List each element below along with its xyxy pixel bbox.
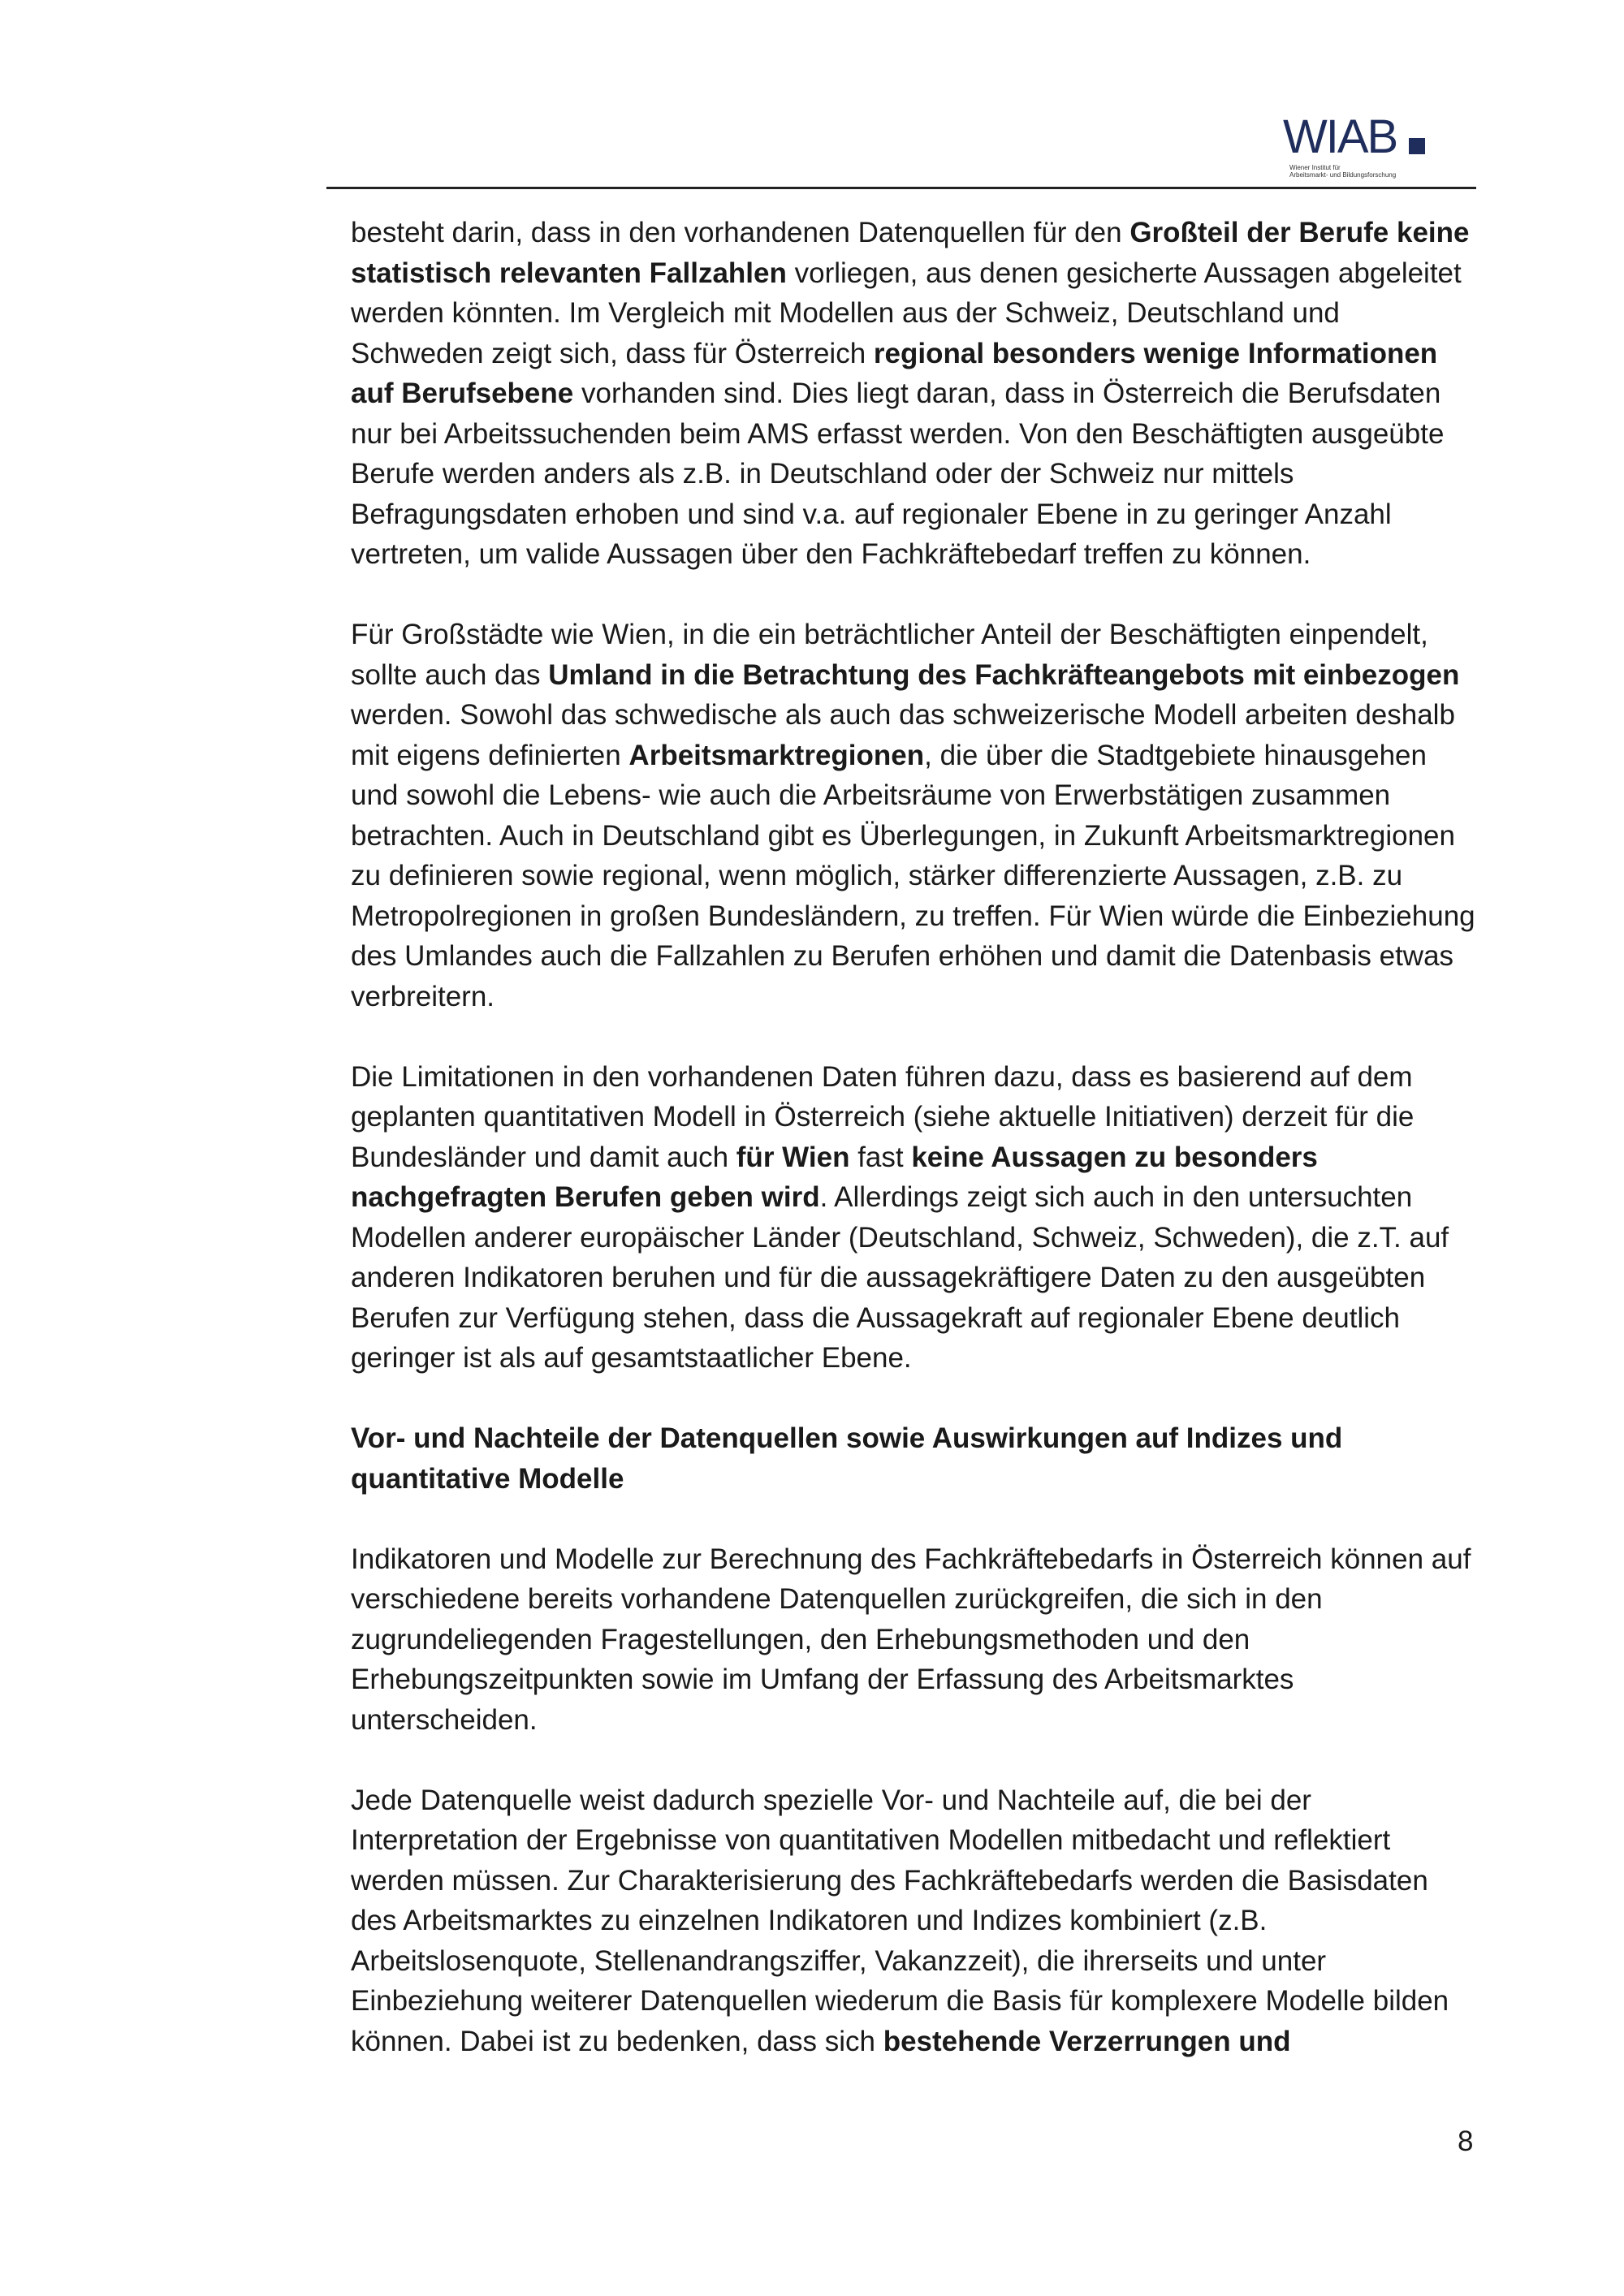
text-run: fast xyxy=(849,1141,912,1173)
bold-text-run: Umland in die Betrachtung des Fachkräfteangebots mit einbezogen xyxy=(548,658,1460,691)
paragraph xyxy=(351,615,1479,1016)
wiab-logo xyxy=(1283,110,1437,179)
paragraph xyxy=(351,1057,1479,1379)
bold-text-run: bestehende Verzerrungen und xyxy=(883,2025,1291,2057)
paragraph xyxy=(351,1780,1479,2062)
bold-text-run: regional besonders wenige Informationen auf Berufsebene xyxy=(351,337,1438,409)
paragraph xyxy=(351,213,1479,575)
header-rule xyxy=(326,187,1476,189)
bold-text-run: Vor- und Nachteile der Datenquellen sowie Auswirkungen auf Indizes und quantitative Modelle xyxy=(351,1422,1343,1495)
bold-text-run: für Wien xyxy=(736,1141,850,1173)
text-run: . Allerdings zeigt sich auch in den untersuchten Modellen anderer europäischer Länder (Deutschland, Schweiz, Schweden), die z.T. auf anderen Indikatoren beruhen und für die aussagekräftigere Daten zu den ausgeübten Berufen zur Verfügung stehen, dass die Aussagekraft auf regionaler Ebene deutlich geringer ist als auf gesamtstaatlicher Ebene. xyxy=(351,1181,1449,1374)
body-text xyxy=(351,213,1479,2102)
section-heading xyxy=(351,1418,1479,1499)
text-run: besteht darin, dass in den vorhandenen Datenquellen für den xyxy=(351,217,1130,248)
logo-square-mark xyxy=(1409,138,1425,154)
logo-subtitle-line1: Wiener Institut für xyxy=(1289,164,1341,171)
text-run: Jede Datenquelle weist dadurch spezielle Vor- und Nachteile auf, die bei der Interpretation der Ergebnisse von quantitativen Modellen mitbedacht und reflektiert werden müssen. Zur Charakterisierung des Fachkräftebedarfs werden die Basisdaten des Arbeitsmarktes zu einzelnen Indikatoren und Indizes kombiniert (z.B. Arbeitslosenquote, Stellenandrangsziffer, Vakanzzeit), die ihrerseits und unter Einbeziehung weiterer Datenquellen wiederum die Basis für komplexere Modelle bilden können. Dabei ist zu bedenken, dass sich xyxy=(351,1784,1449,2057)
text-run: , die über die Stadtgebiete hinausgehen und sowohl die Lebens- wie auch die Arbeitsräume von Erwerbstätigen zusammen betrachten. Auch in Deutschland gibt es Überlegungen, in Zukunft Arbeitsmarktregionen zu definieren sowie regional, wenn möglich, stärker differenzierte Aussagen, z.B. zu Metropolregionen in großen Bundesländern, zu treffen. Für Wien würde die Einbeziehung des Umlandes auch die Fallzahlen zu Berufen erhöhen und damit die Datenbasis etwas verbreitern. xyxy=(351,739,1475,1012)
text-run: Die Limitationen in den vorhandenen Daten führen dazu, dass es basierend auf dem geplanten quantitativen Modell in Österreich (siehe aktuelle Initiativen) derzeit für die Bundesländer und damit auch xyxy=(351,1060,1415,1173)
logo-subtitle-line2: Arbeitsmarkt- und Bildungsforschung xyxy=(1289,171,1397,179)
bold-text-run: keine Aussagen zu besonders nachgefragten Berufen geben wird xyxy=(351,1141,1318,1213)
text-run: vorhanden sind. Dies liegt daran, dass in Österreich die Berufsdaten nur bei Arbeitssuchenden beim AMS erfasst werden. Von den Beschäftigten ausgeübte Berufe werden anders als z.B. in Deutschland oder der Schweiz nur mittels Befragungsdaten erhoben und sind v.a. auf regionaler Ebene in zu geringer Anzahl vertreten, um valide Aussagen über den Fachkräftebedarf treffen zu können. xyxy=(351,378,1445,570)
paragraph xyxy=(351,1539,1479,1741)
bold-text-run: Arbeitsmarktregionen xyxy=(628,739,925,771)
logo-wordmark: WIAB xyxy=(1283,110,1397,163)
bold-text-run: Großteil der Berufe keine statistisch relevanten Fallzahlen xyxy=(351,217,1470,289)
page-number: 8 xyxy=(1458,2126,1474,2157)
text-run: Indikatoren und Modelle zur Berechnung des Fachkräftebedarfs in Österreich können auf verschiedene bereits vorhandene Datenquellen zurückgreifen, die sich in den zugrundeliegenden Fragestellungen, den Erhebungsmethoden und den Erhebungszeitpunkten sowie im Umfang der Erfassung des Arbeitsmarktes unterscheiden. xyxy=(351,1543,1471,1736)
text-run: Für Großstädte wie Wien, in die ein beträchtlicher Anteil der Beschäftigten einpendelt, sollte auch das xyxy=(351,619,1428,691)
text-run: werden. Sowohl das schwedische als auch das schweizerische Modell arbeiten deshalb mit eigens definierten xyxy=(351,699,1455,771)
text-run: vorliegen, aus denen gesicherte Aussagen abgeleitet werden könnten. Im Vergleich mit Modellen aus der Schweiz, Deutschland und Schweden zeigt sich, dass für Österreich xyxy=(351,257,1462,369)
